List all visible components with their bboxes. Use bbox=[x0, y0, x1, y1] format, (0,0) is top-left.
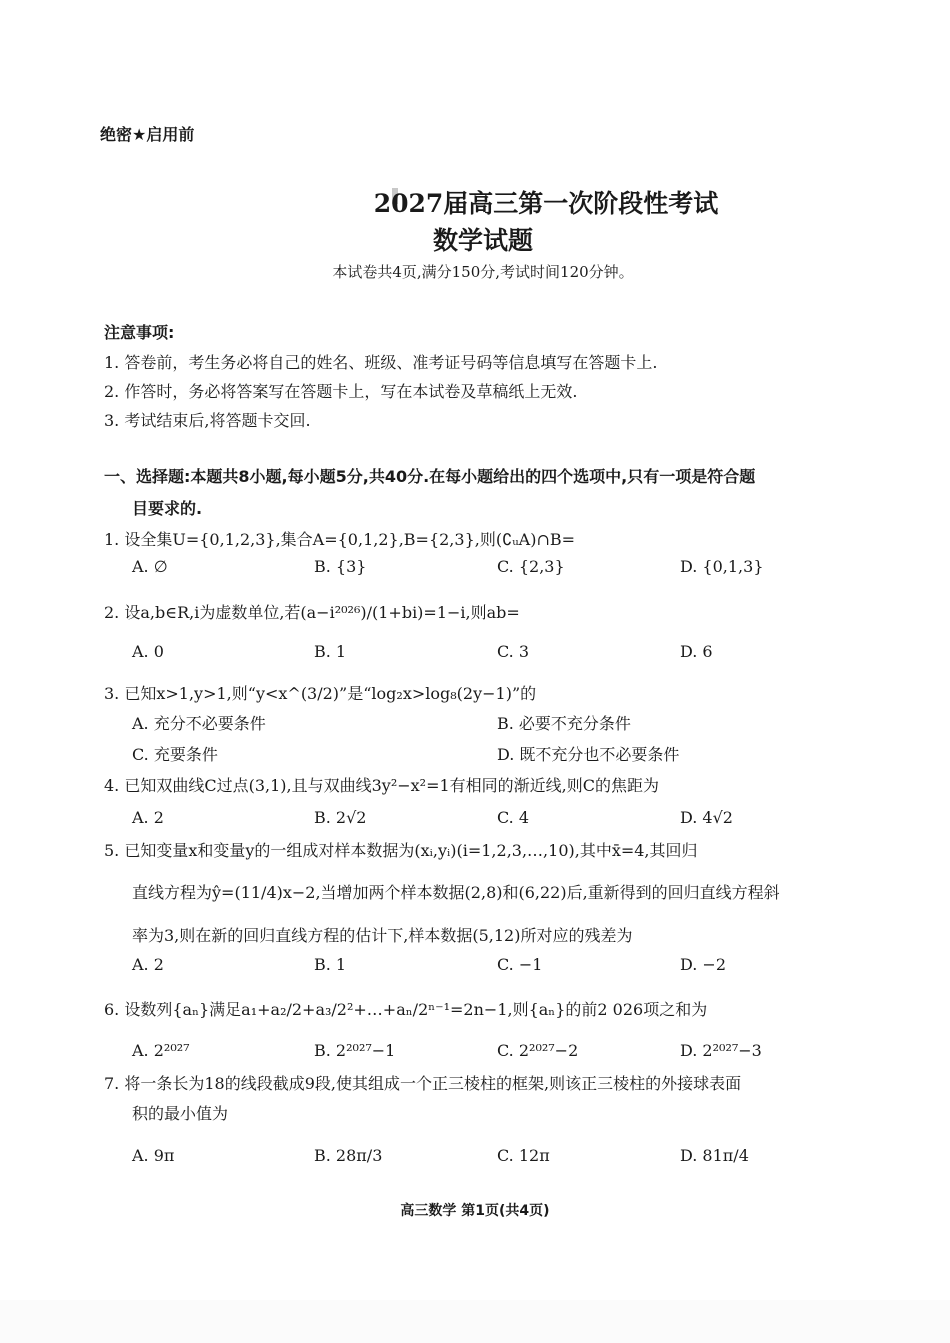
option-d: D. 81π/4 bbox=[680, 1146, 749, 1165]
option-c: C. {2,3} bbox=[497, 557, 565, 576]
subject-title: 数学试题 bbox=[432, 226, 533, 255]
question-5-cont: 直线方程为ŷ=(11/4)x−2,当增加两个样本数据(2,8)和(6,22)后,重新得到的回归直线方程斜 bbox=[132, 883, 780, 902]
option-b: B. {3} bbox=[314, 557, 367, 576]
option-c: C. −1 bbox=[497, 955, 543, 974]
page-footer: 高三数学 第1页(共4页) bbox=[400, 1203, 550, 1219]
question-6: 6. 设数列{aₙ}满足a₁+a₂/2+a₃/2²+…+aₙ/2ⁿ⁻¹=2n−1,则{aₙ}的前2 026项之和为 bbox=[104, 1000, 708, 1019]
option-b: B. 2√2 bbox=[314, 808, 367, 827]
section-heading-cont: 目要求的. bbox=[132, 499, 203, 518]
option-d: D. 4√2 bbox=[680, 808, 733, 827]
option-d: D. −2 bbox=[680, 955, 727, 974]
notice-item: 3. 考试结束后,将答题卡交回. bbox=[104, 411, 311, 430]
option-d: D. 既不充分也不必要条件 bbox=[497, 745, 680, 764]
option-c: C. 12π bbox=[497, 1146, 550, 1165]
section-heading: 一、选择题:本题共8小题,每小题5分,共40分.在每小题给出的四个选项中,只有一项是符合题 bbox=[104, 467, 756, 486]
option-a: A. ∅ bbox=[132, 557, 168, 576]
option-d: D. {0,1,3} bbox=[680, 557, 764, 576]
option-c: C. 4 bbox=[497, 808, 530, 827]
option-a: A. 9π bbox=[132, 1146, 175, 1165]
exam-info: 本试卷共4页,满分150分,考试时间120分钟。 bbox=[332, 263, 634, 281]
question-7: 7. 将一条长为18的线段截成9段,使其组成一个正三棱柱的框架,则该正三棱柱的外接球表面 bbox=[104, 1074, 742, 1093]
option-a: A. 2 bbox=[132, 808, 164, 827]
option-b: B. 1 bbox=[314, 642, 347, 661]
option-d: D. 2²⁰²⁷−3 bbox=[680, 1041, 762, 1060]
option-d: D. 6 bbox=[680, 642, 713, 661]
exam-title: 2027届高三第一次阶段性考试 bbox=[373, 189, 719, 218]
question-5-cont: 率为3,则在新的回归直线方程的估计下,样本数据(5,12)所对应的残差为 bbox=[132, 926, 633, 945]
option-a: A. 0 bbox=[132, 642, 164, 661]
option-b: B. 必要不充分条件 bbox=[497, 714, 631, 733]
option-b: B. 28π/3 bbox=[314, 1146, 383, 1165]
scan-edge bbox=[0, 1300, 950, 1343]
confidential-label: 绝密★启用前 bbox=[100, 125, 195, 144]
option-c: C. 充要条件 bbox=[132, 745, 218, 764]
option-c: C. 2²⁰²⁷−2 bbox=[497, 1041, 579, 1060]
notice-item: 1. 答卷前，考生务必将自己的姓名、班级、准考证号码等信息填写在答题卡上. bbox=[104, 353, 658, 372]
question-1: 1. 设全集U={0,1,2,3},集合A={0,1,2},B={2,3},则(∁ᵤA)∩B= bbox=[104, 530, 576, 549]
option-a: A. 2 bbox=[132, 955, 164, 974]
question-5: 5. 已知变量x和变量y的一组成对样本数据为(xᵢ,yᵢ)(i=1,2,3,…,10),其中x̄=4,其回归 bbox=[104, 841, 698, 860]
question-7-cont: 积的最小值为 bbox=[132, 1104, 229, 1123]
option-a: A. 2²⁰²⁷ bbox=[132, 1041, 190, 1060]
question-4: 4. 已知双曲线C过点(3,1),且与双曲线3y²−x²=1有相同的渐近线,则C的焦距为 bbox=[104, 776, 660, 795]
question-2: 2. 设a,b∈R,i为虚数单位,若(a−i²⁰²⁶)/(1+bi)=1−i,则ab= bbox=[104, 603, 520, 622]
option-b: B. 1 bbox=[314, 955, 347, 974]
question-3: 3. 已知x>1,y>1,则“y<x^(3/2)”是“log₂x>log₈(2y−1)”的 bbox=[104, 684, 537, 703]
notice-heading: 注意事项: bbox=[104, 323, 175, 342]
option-c: C. 3 bbox=[497, 642, 530, 661]
option-a: A. 充分不必要条件 bbox=[132, 714, 266, 733]
option-b: B. 2²⁰²⁷−1 bbox=[314, 1041, 396, 1060]
notice-item: 2. 作答时，务必将答案写在答题卡上，写在本试卷及草稿纸上无效. bbox=[104, 382, 578, 401]
